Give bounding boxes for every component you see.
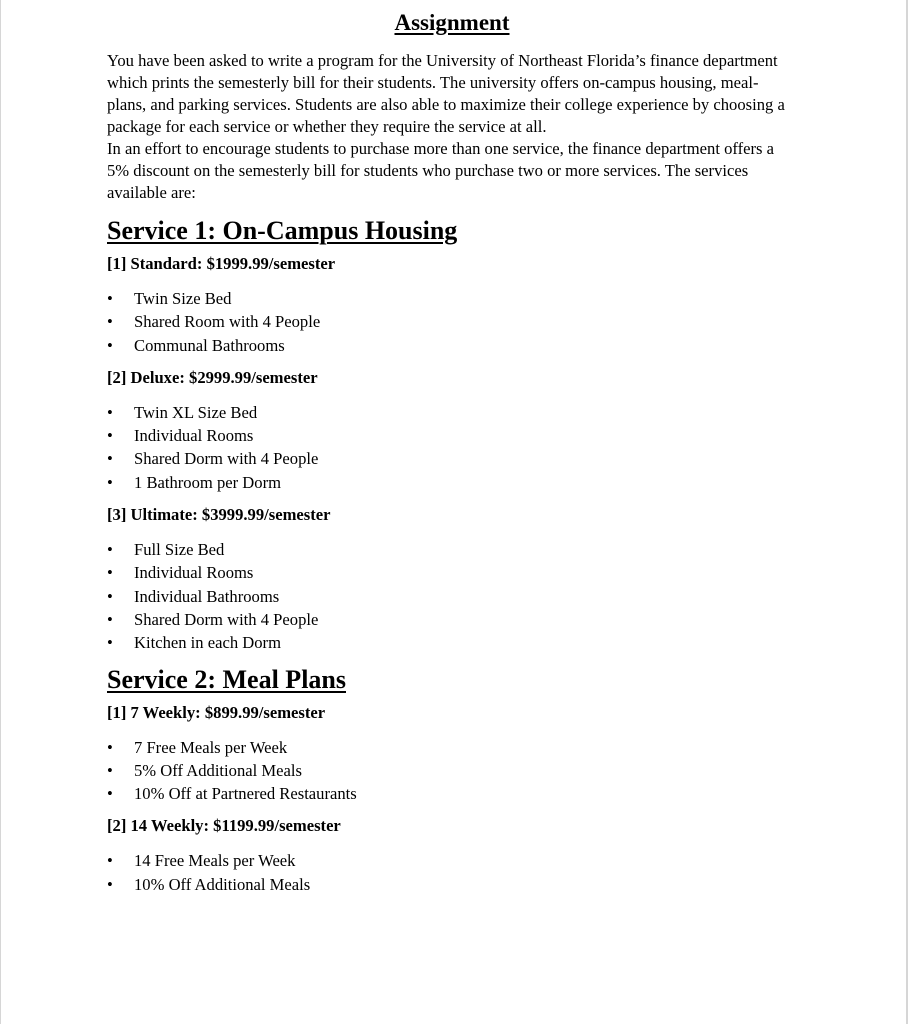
feature-list — [107, 287, 797, 357]
feature-list — [107, 849, 797, 896]
bullet-icon: • — [107, 540, 113, 560]
intro-paragraph: You have been asked to write a program for the University of Northeast Florida’s finance department which prints the semesterly bill for their students. The university offers on-campus housing, meal-plans, and parking services. Students are also able to maximize their college experience by choosing a package for each service or whether they require the service at all. — [107, 51, 785, 136]
bullet-icon: • — [107, 563, 113, 583]
service-meal-plans — [107, 663, 797, 896]
list-item: • Shared Room with 4 People — [107, 310, 797, 333]
bullet-icon: • — [107, 633, 113, 653]
service-heading: Service 2: Meal Plans — [107, 664, 346, 694]
bullet-icon: • — [107, 472, 113, 492]
bullet-icon: • — [107, 312, 113, 332]
list-item: • 14 Free Meals per Week — [107, 849, 797, 872]
bullet-icon: • — [107, 289, 113, 308]
intro-paragraph: In an effort to encourage students to purchase more than one service, the finance department offers a 5% discount on the semesterly bill for students who purchase two or more services. The services available are: — [107, 139, 775, 202]
package-7-weekly — [107, 702, 797, 806]
list-item: • 1 Bathroom per Dorm — [107, 471, 797, 494]
list-item: • Individual Rooms — [107, 424, 797, 447]
package-14-weekly — [107, 815, 797, 896]
list-item: • Shared Dorm with 4 People — [107, 447, 797, 470]
document-page — [107, 8, 797, 896]
package-heading: [3] Ultimate: $3999.99/semester — [107, 505, 331, 525]
list-item: • 5% Off Additional Meals — [107, 759, 797, 782]
list-item: • 10% Off Additional Meals — [107, 873, 797, 896]
list-item: • 10% Off at Partnered Restaurants — [107, 782, 797, 805]
feature-list — [107, 401, 797, 494]
list-item: • 7 Free Meals per Week — [107, 736, 797, 759]
package-ultimate — [107, 504, 797, 654]
list-item: • Full Size Bed — [107, 538, 797, 561]
package-deluxe — [107, 367, 797, 494]
package-heading: [2] 14 Weekly: $1199.99/semester — [107, 816, 341, 836]
list-item: • Individual Bathrooms — [107, 585, 797, 608]
bullet-icon: • — [107, 851, 113, 871]
service-housing — [107, 214, 797, 655]
bullet-icon: • — [107, 784, 113, 804]
bullet-icon: • — [107, 737, 113, 757]
list-item: • Individual Rooms — [107, 561, 797, 584]
list-item: • Kitchen in each Dorm — [107, 631, 797, 654]
bullet-icon: • — [107, 609, 113, 629]
list-item: • Twin Size Bed — [107, 287, 797, 310]
page-edge-left — [0, 0, 1, 1024]
list-item: • Shared Dorm with 4 People — [107, 608, 797, 631]
bullet-icon: • — [107, 449, 113, 469]
bullet-icon: • — [107, 586, 113, 606]
bullet-icon: • — [107, 760, 113, 780]
document-title: Assignment — [394, 10, 510, 35]
feature-list — [107, 736, 797, 806]
service-heading: Service 1: On-Campus Housing — [107, 216, 458, 245]
list-item: • Communal Bathrooms — [107, 334, 797, 357]
intro-text — [107, 50, 797, 204]
list-item: • Twin XL Size Bed — [107, 401, 797, 424]
feature-list — [107, 538, 797, 654]
package-heading: [1] Standard: $1999.99/semester — [107, 254, 336, 273]
bullet-icon: • — [107, 402, 113, 422]
package-heading: [2] Deluxe: $2999.99/semester — [107, 367, 318, 387]
bullet-icon: • — [107, 426, 113, 446]
package-heading: [1] 7 Weekly: $899.99/semester — [107, 702, 326, 722]
bullet-icon: • — [107, 874, 113, 894]
bullet-icon: • — [107, 335, 113, 355]
package-standard — [107, 253, 797, 357]
